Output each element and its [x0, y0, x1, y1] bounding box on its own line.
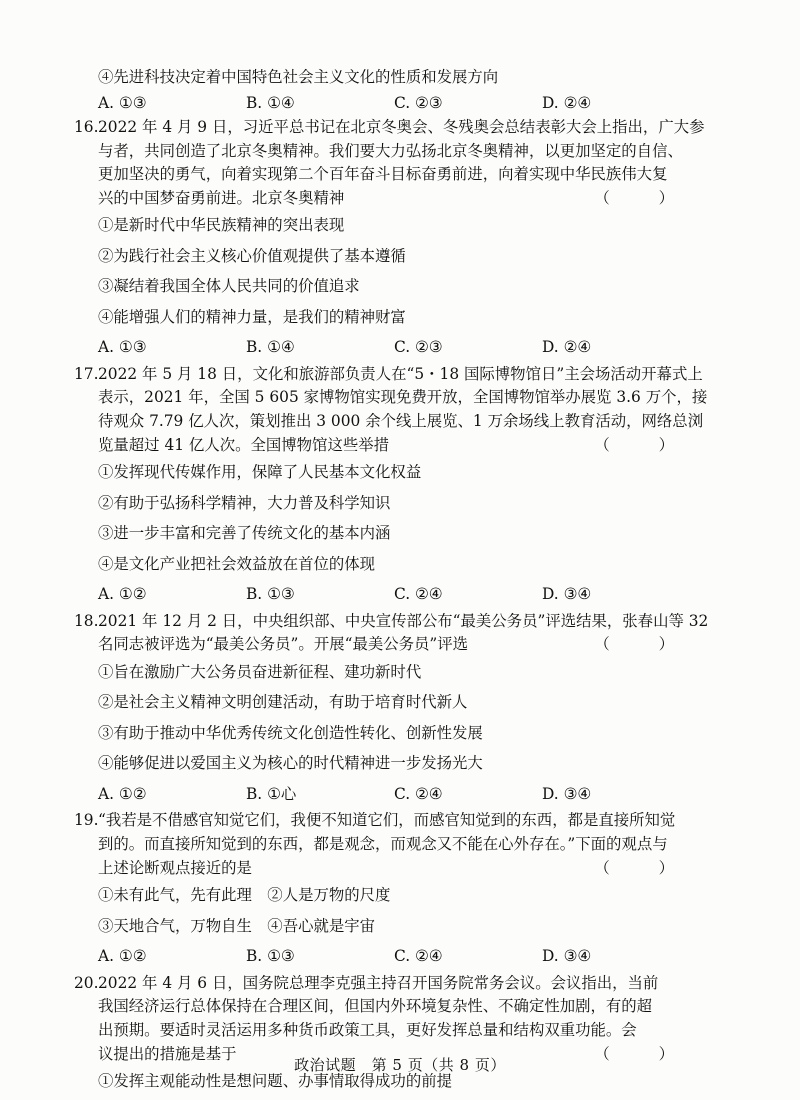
option-c: C. ②④ [394, 585, 443, 604]
question-line [98, 633, 706, 657]
option-b: B. ①③ [246, 947, 295, 966]
option-a: A. ①② [98, 784, 147, 803]
question-text: 2022 年 4 月 9 日，习近平总书记在北京冬奥会、冬残奥会总结表彰大会上指出，广大参 [98, 118, 705, 136]
question-line [98, 434, 706, 458]
question-number: 18. [74, 611, 99, 630]
answer-options [98, 332, 706, 363]
choice-item: ④能够促进以爱国主义为核心的时代精神进一步发扬光大 [98, 754, 483, 773]
question-20 [74, 972, 706, 1097]
question-line [74, 610, 709, 634]
question-line: 与者，共同创造了北京冬奥精神。我们要大力弘扬北京冬奥精神，以更加坚定的自信、 [98, 141, 683, 160]
choice-item: ③进一步丰富和完善了传统文化的基本内涵 [98, 524, 391, 543]
option-a: A. ①③ [98, 94, 147, 112]
option-d: D. ③④ [542, 784, 592, 803]
choice-item: ①发挥主观能动性是想问题、办事情取得成功的前提 [98, 1072, 452, 1091]
choice-item: ①旨在激励广大公务员奋进新征程、建功新时代 [98, 662, 422, 681]
answer-parentheses: （ ） [594, 858, 696, 877]
question-text: “我若是不借感官知觉它们，我便不知道它们，而感官知觉到的东西，都是直接所知觉 [98, 811, 676, 830]
answer-parentheses: （ ） [594, 188, 696, 207]
question-number: 19. [74, 811, 99, 830]
question-line [74, 363, 706, 387]
question-number: 16. [74, 118, 99, 136]
choice-item: ④能增强人们的精神力量，是我们的精神财富 [98, 307, 406, 326]
question-text: 2022 年 4 月 6 日，国务院总理李克强主持召开国务院常务会议。会议指出，当前 [98, 973, 659, 992]
question-line: 我国经济运行总体保持在合理区间，但国内外环境复杂性、不确定性加剧，有的超 [98, 997, 653, 1016]
question-text: 览量超过 41 亿人次。全国博物馆这些举措 [98, 435, 390, 454]
answer-parentheses: （ ） [594, 435, 696, 454]
option-b: B. ①心 [246, 784, 297, 803]
choice-item: ②为践行社会主义核心价值观提供了基本遵循 [98, 246, 406, 265]
question-text: 2021 年 12 月 2 日，中央组织部、中央宣传部公布“最美公务员”评选结果，张春山等 32 [98, 611, 709, 630]
question-line: 出预期。要适时灵活运用多种货币政策工具，更好发挥总量和结构双重功能。会 [98, 1020, 637, 1039]
choice-item: ②是社会主义精神文明创建活动，有助于培育时代新人 [98, 693, 468, 712]
question-line [98, 187, 706, 211]
option-b: B. ①④ [246, 94, 295, 112]
question-text: 议提出的措施是基于 [98, 1044, 237, 1063]
option-b: B. ①④ [246, 338, 295, 357]
option-d: D. ③④ [542, 585, 592, 604]
answer-options [98, 579, 706, 610]
option-c: C. ②④ [394, 947, 443, 966]
choice-item: ③凝结着我国全体人民共同的价值追求 [98, 277, 360, 296]
answer-options [98, 941, 706, 972]
answer-parentheses: （ ） [594, 635, 696, 654]
choice-item: ③有助于推动中华优秀传统文化创造性转化、创新性发展 [98, 723, 483, 742]
option-a: A. ①② [98, 585, 147, 604]
option-d: D. ②④ [542, 94, 592, 112]
question-line [74, 809, 706, 833]
option-a: A. ①③ [98, 338, 147, 357]
carryover-options [98, 90, 706, 116]
question-line [74, 116, 706, 140]
question-number: 17. [74, 364, 99, 383]
choice-item: ②有助于弘扬科学精神，大力普及科学知识 [98, 493, 391, 512]
question-line: 更加坚决的勇气，向着实现第二个百年奋斗目标奋勇前进，向着实现中华民族伟大复 [98, 165, 668, 184]
page-footer: 政治试题 第 5 页（共 8 页） [294, 1056, 506, 1074]
answer-options [98, 779, 706, 810]
option-c: C. ②④ [394, 784, 443, 803]
question-18 [74, 610, 709, 810]
option-c: C. ②③ [394, 94, 443, 112]
question-number: 20. [74, 973, 99, 992]
option-c: C. ②③ [394, 338, 443, 357]
question-text: 兴的中国梦奋勇前进。北京冬奥精神 [98, 188, 345, 207]
page-content [74, 64, 709, 1097]
question-line: 待观众 7.79 亿人次，策划推出 3 000 余个线上展览、1 万余场线上教育活动，网络总浏 [98, 412, 704, 431]
choice-item: ③天地合气，万物自生 ④吾心就是宇宙 [98, 916, 376, 935]
option-d: D. ③④ [542, 947, 592, 966]
question-19 [74, 809, 706, 971]
choice-item: ①发挥现代传媒作用，保障了人民基本文化权益 [98, 463, 422, 482]
carryover-item-4: ④先进科技决定着中国特色社会主义文化的性质和发展方向 [98, 68, 499, 86]
question-17 [74, 363, 708, 610]
question-line: 到的。而直接所知觉到的东西，都是观念，而观念又不能在心外存在。”下面的观点与 [98, 835, 668, 854]
question-16 [74, 116, 706, 363]
option-b: B. ①③ [246, 585, 295, 604]
choice-item: ④是文化产业把社会效益放在首位的体现 [98, 554, 376, 573]
choice-item: ①是新时代中华民族精神的突出表现 [98, 216, 345, 235]
question-line [74, 972, 706, 996]
question-text: 2022 年 5 月 18 日，文化和旅游部负责人在“5・18 国际博物馆日”主会场活动开幕式上 [98, 364, 703, 383]
option-d: D. ②④ [542, 338, 592, 357]
option-a: A. ①② [98, 947, 147, 966]
question-line: 表示，2021 年，全国 5 605 家博物馆实现免费开放，全国博物馆举办展览 3.6 万个，接 [98, 388, 708, 407]
answer-parentheses: （ ） [594, 1044, 696, 1063]
question-text: 上述论断观点接近的是 [98, 858, 252, 877]
question-text: 名同志被评选为“最美公务员”。开展“最美公务员”评选 [98, 635, 469, 654]
choice-item: ①未有此气，先有此理 ②人是万物的尺度 [98, 886, 391, 905]
question-line [98, 857, 706, 881]
